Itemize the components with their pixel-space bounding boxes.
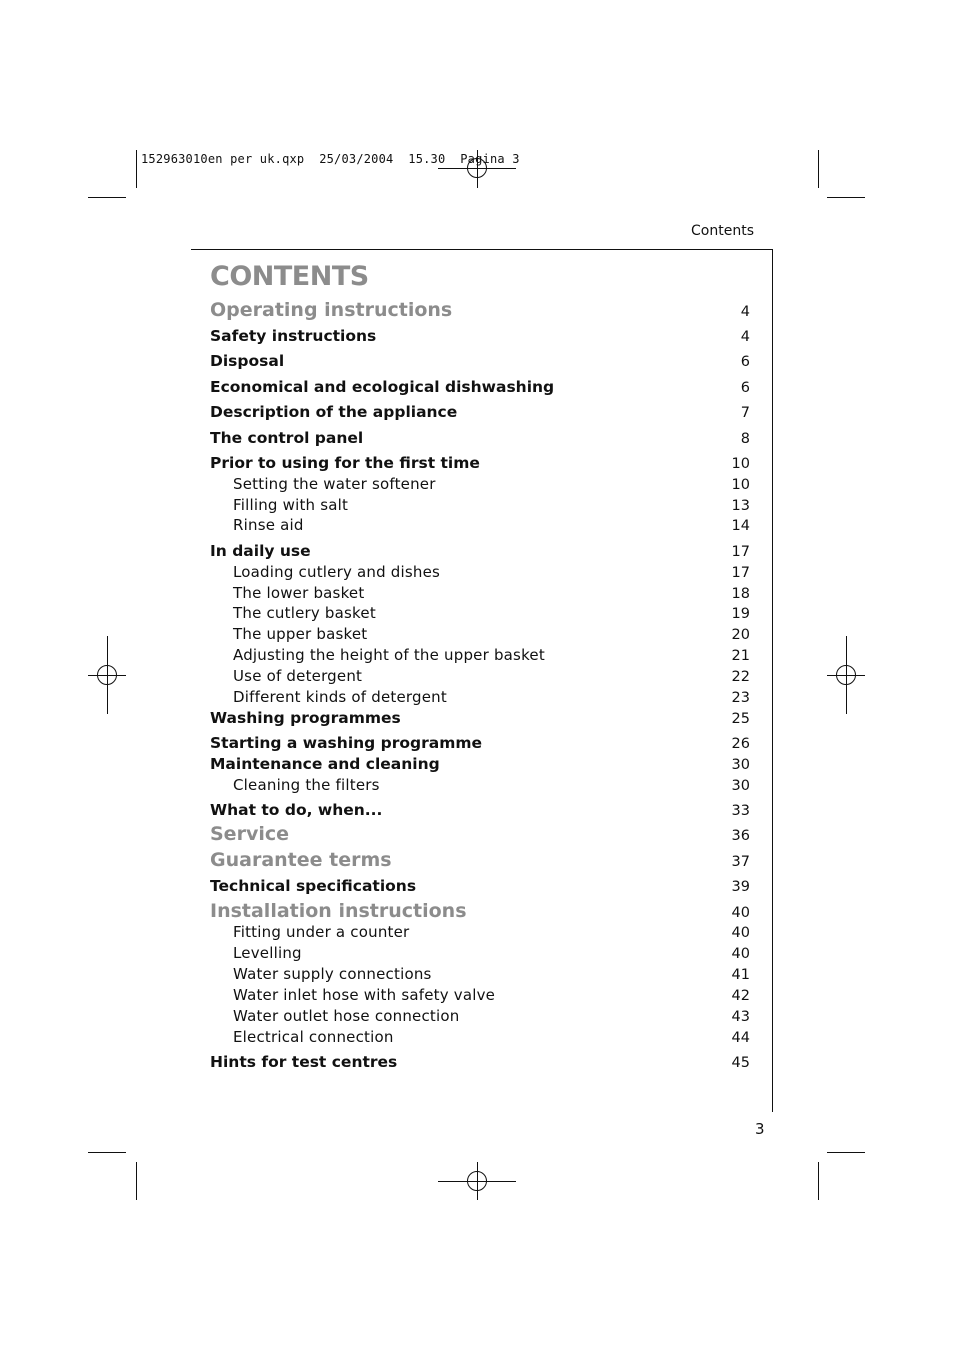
toc-entry <box>210 496 750 514</box>
toc-entry-title: The lower basket <box>233 584 365 602</box>
toc-entry-title: Cleaning the filters <box>233 776 380 794</box>
toc-entry-page: 10 <box>731 477 750 493</box>
toc-entry <box>210 801 750 819</box>
toc-entry-page: 43 <box>731 1009 750 1025</box>
toc-entry-title: Water supply connections <box>233 965 432 983</box>
toc-entry <box>210 625 750 643</box>
toc-entry-title: Guarantee terms <box>210 849 392 871</box>
toc-entry-page: 30 <box>731 757 750 773</box>
toc-entry-page: 44 <box>731 1030 750 1046</box>
toc-entry-title: Filling with salt <box>233 496 349 514</box>
toc-entry-page: 8 <box>740 431 750 447</box>
toc-entry <box>210 327 750 345</box>
toc-entry-title: Washing programmes <box>210 709 401 727</box>
toc-entry-title: The cutlery basket <box>233 604 376 622</box>
toc-entry <box>210 923 750 941</box>
toc-entry-page: 40 <box>731 925 750 941</box>
toc-entry <box>210 823 750 845</box>
toc-entry <box>210 965 750 983</box>
toc-entry-title: Disposal <box>210 352 285 370</box>
toc-entry-page: 19 <box>731 606 750 622</box>
toc-entry-title: In daily use <box>210 542 311 560</box>
page-title: CONTENTS <box>210 261 369 292</box>
toc-entry-page: 4 <box>740 304 750 320</box>
toc-entry-page: 39 <box>731 879 750 895</box>
toc-entry-title: Maintenance and cleaning <box>210 755 440 773</box>
toc-entry <box>210 475 750 493</box>
toc-entry-page: 40 <box>731 946 750 962</box>
toc-entry-title: Prior to using for the first time <box>210 454 480 472</box>
toc-entry-title: Description of the appliance <box>210 403 458 421</box>
toc-entry-page: 23 <box>731 690 750 706</box>
toc-entry-page: 41 <box>731 967 750 983</box>
toc-entry-title: The upper basket <box>233 625 368 643</box>
toc-entry-page: 25 <box>731 711 750 727</box>
toc-entry-title: What to do, when... <box>210 801 383 819</box>
toc-entry-title: Electrical connection <box>233 1028 394 1046</box>
toc-entry <box>210 688 750 706</box>
toc-entry-title: Water inlet hose with safety valve <box>233 986 496 1004</box>
toc-entry <box>210 755 750 773</box>
toc-entry <box>210 352 750 370</box>
toc-entry-page: 36 <box>731 828 750 844</box>
toc-entry-page: 6 <box>740 380 750 396</box>
toc-entry-page: 10 <box>731 456 750 472</box>
toc-entry-page: 21 <box>731 648 750 664</box>
toc-entry <box>210 454 750 472</box>
toc-entry <box>210 1028 750 1046</box>
toc-entry <box>210 849 750 871</box>
toc-entry <box>210 584 750 602</box>
toc-entry-title: Installation instructions <box>210 900 467 922</box>
toc-entry-title: Water outlet hose connection <box>233 1007 460 1025</box>
toc-entry <box>210 667 750 685</box>
toc-entry-page: 4 <box>740 329 750 345</box>
print-slug: 152963010en per uk.qxp 25/03/2004 15.30 Pagina 3 <box>141 152 520 166</box>
frame-top-rule <box>191 249 773 250</box>
toc-entry <box>210 429 750 447</box>
toc-entry-page: 42 <box>731 988 750 1004</box>
toc-entry-page: 18 <box>731 586 750 602</box>
toc-entry-title: The control panel <box>210 429 364 447</box>
toc-entry <box>210 986 750 1004</box>
toc-entry-page: 33 <box>731 803 750 819</box>
toc-entry <box>210 944 750 962</box>
toc-entry-page: 37 <box>731 854 750 870</box>
toc-entry <box>210 563 750 581</box>
toc-entry-title: Loading cutlery and dishes <box>233 563 441 581</box>
toc-entry <box>210 877 750 895</box>
toc-entry-title: Fitting under a counter <box>233 923 410 941</box>
toc-entry-page: 40 <box>731 905 750 921</box>
toc-entry-page: 6 <box>740 354 750 370</box>
toc-entry <box>210 709 750 727</box>
toc-entry-page: 17 <box>731 544 750 560</box>
toc-entry-title: Technical specifications <box>210 877 417 895</box>
toc-entry-title: Setting the water softener <box>233 475 436 493</box>
toc-entry <box>210 1053 750 1071</box>
toc-entry <box>210 1007 750 1025</box>
toc-entry-title: Safety instructions <box>210 327 377 345</box>
toc-entry-title: Adjusting the height of the upper basket <box>233 646 545 664</box>
toc-entry-title: Levelling <box>233 944 302 962</box>
toc-entry <box>210 776 750 794</box>
toc-entry-page: 22 <box>731 669 750 685</box>
toc-entry-title: Service <box>210 823 289 845</box>
toc-entry-page: 17 <box>731 565 750 581</box>
toc-entry <box>210 646 750 664</box>
toc-entry-page: 14 <box>731 518 750 534</box>
toc-entry-page: 13 <box>731 498 750 514</box>
running-header: Contents <box>691 223 754 239</box>
page-number: 3 <box>755 1120 765 1138</box>
toc-entry <box>210 299 750 321</box>
toc-entry-page: 45 <box>731 1055 750 1071</box>
toc-entry-page: 7 <box>740 405 750 421</box>
frame-right-rule <box>772 249 773 1112</box>
toc-entry-title: Starting a washing programme <box>210 734 483 752</box>
toc-entry-page: 20 <box>731 627 750 643</box>
toc-entry-title: Operating instructions <box>210 299 453 321</box>
toc-entry <box>210 378 750 396</box>
toc-entry-title: Different kinds of detergent <box>233 688 447 706</box>
toc-entry <box>210 900 750 922</box>
toc-entry-page: 26 <box>731 736 750 752</box>
toc-entry-title: Economical and ecological dishwashing <box>210 378 555 396</box>
toc-entry <box>210 403 750 421</box>
toc-entry-title: Rinse aid <box>233 516 304 534</box>
toc-entry <box>210 542 750 560</box>
toc-entry-page: 30 <box>731 778 750 794</box>
toc-entry <box>210 516 750 534</box>
toc-entry <box>210 734 750 752</box>
toc-entry-title: Use of detergent <box>233 667 363 685</box>
toc-entry <box>210 604 750 622</box>
toc-entry-title: Hints for test centres <box>210 1053 398 1071</box>
